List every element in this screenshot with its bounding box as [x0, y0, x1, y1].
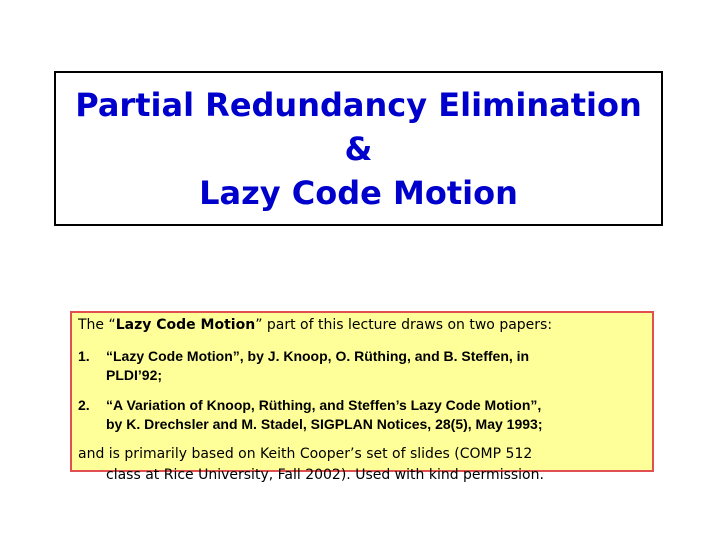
title-box [54, 71, 663, 226]
intro-suffix: ” part of this lecture draws on two papers: [255, 317, 553, 333]
item-1-line-1: “Lazy Code Motion”, by J. Knoop, O. Rüthing, and B. Steffen, in [106, 348, 530, 364]
item-2-number: 2. [78, 397, 90, 413]
closing-line-1: and is primarily based on Keith Cooper’s set of slides (COMP 512 [78, 446, 533, 462]
intro-bold-title: Lazy Code Motion [115, 317, 256, 333]
item-2-line-2: by K. Drechsler and M. Stadel, SIGPLAN Notices, 28(5), May 1993; [106, 416, 543, 432]
title-line-3: Lazy Code Motion [199, 173, 518, 212]
item-1-number: 1. [78, 348, 90, 364]
intro-prefix: The “ [78, 317, 116, 333]
intro-line [78, 316, 552, 335]
title-line-2: & [344, 129, 373, 168]
closing-line-2: class at Rice University, Fall 2002). Used with kind permission. [106, 467, 544, 483]
title-line-1: Partial Redundancy Elimination [75, 85, 642, 124]
item-1-line-2: PLDI’92; [106, 367, 163, 383]
item-2-line-1: “A Variation of Knoop, Rüthing, and Steffen’s Lazy Code Motion”, [106, 397, 542, 413]
